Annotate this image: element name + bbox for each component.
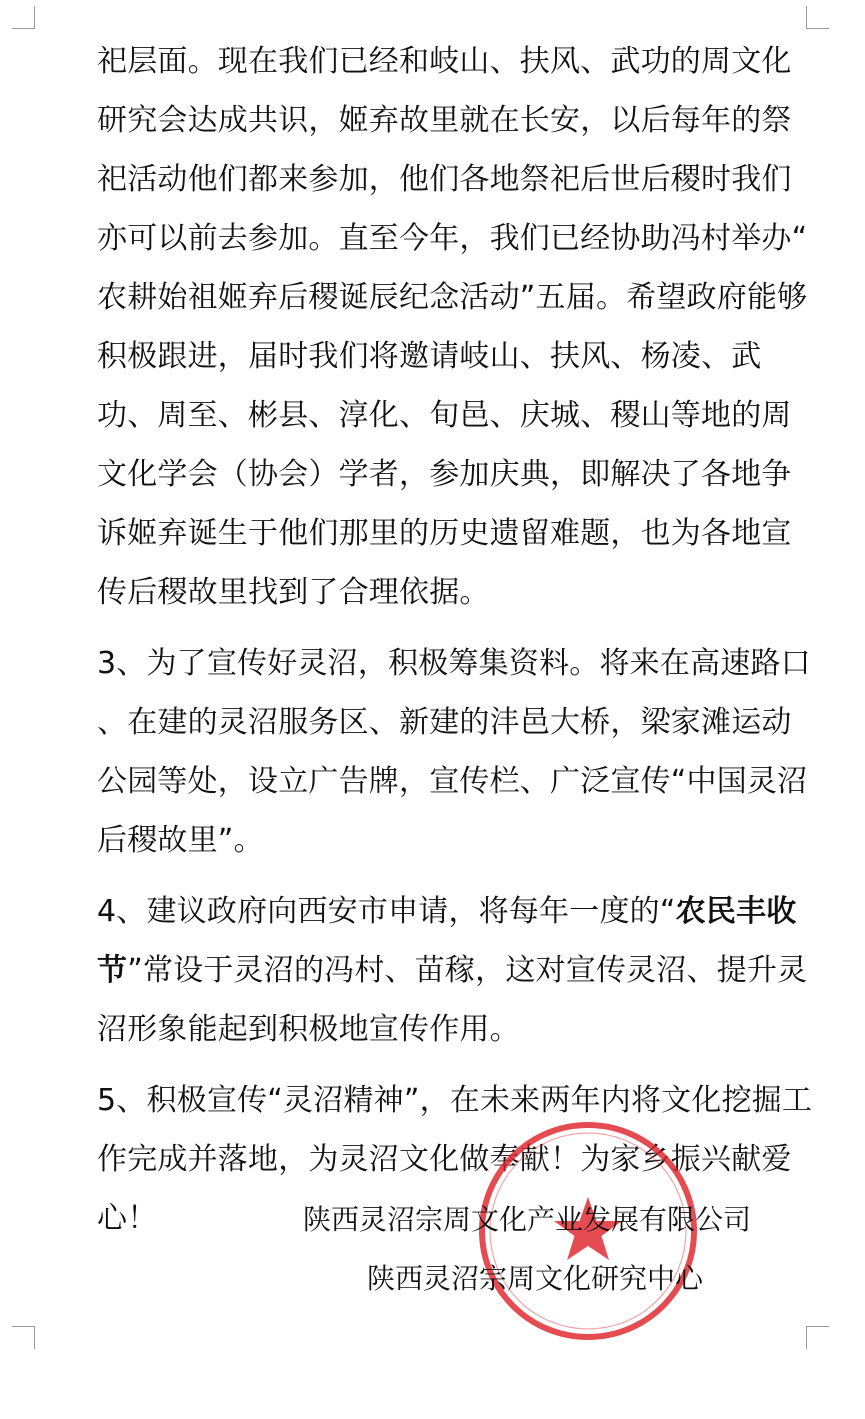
text-line [97,941,817,1000]
text-line [97,882,817,941]
text-line: 研究会达成共识，姬弃故里就在长安，以后每年的祭 [97,103,792,138]
text-line: 文化学会（协会）学者，参加庆典，即解决了各地争 [97,457,792,492]
text-line: 亦可以前去参加。直至今年，我们已经协助冯村举办“ [97,221,808,256]
text-line: 传后稷故里找到了合理依据。 [97,575,490,610]
text-line: 3、为了宣传好灵沼，积极筹集资料。将来在高速路口 [97,646,811,681]
text-line: 祀层面。现在我们已经和岐山、扶风、武功的周文化 [97,44,792,79]
text-span: 4、建议政府向西安市申请，将每年一度的“ [97,894,676,929]
crop-mark-bottom-right [806,1326,829,1349]
text-line: 农耕始祖姬弃后稷诞辰纪念活动”五届。希望政府能够 [97,280,808,315]
document-body [97,32,817,1248]
text-line: 沼形象能起到积极地宣传作用。 [97,1012,520,1047]
signature-research-center: 陕西灵沼宗周文化研究中心 [367,1262,704,1295]
signature-company: 陕西灵沼宗周文化产业发展有限公司 [303,1203,752,1236]
text-line: 5、积极宣传“灵沼精神”，在未来两年内将文化挖掘工 [97,1083,813,1118]
crop-mark-top-left [12,6,35,29]
text-line: 诉姬弃诞生于他们那里的历史遗留难题，也为各地宣 [97,516,792,551]
text-line: 心！ [97,1201,158,1236]
crop-mark-top-right [806,6,829,29]
bold-term: 节 [97,953,128,988]
text-line: 、在建的灵沼服务区、新建的沣邑大桥，梁家滩运动 [97,705,792,740]
text-line: 祀活动他们都来参加，他们各地祭祀后世后稷时我们 [97,162,792,197]
text-span: ”常设于灵沼的冯村、苗稼，这对宣传灵沼、提升灵 [127,953,808,988]
text-line: 功、周至、彬县、淳化、旬邑、庆城、稷山等地的周 [97,398,792,433]
text-line: 公园等处，设立广告牌，宣传栏、广泛宣传“中国灵沼 [97,764,808,799]
bold-term: 农民丰收 [675,894,797,929]
text-line: 作完成并落地，为灵沼文化做奉献！为家乡振兴献爱 [97,1142,792,1177]
text-line: 积极跟进，届时我们将邀请岐山、扶风、杨凌、武 [97,339,762,374]
crop-mark-bottom-left [12,1326,35,1349]
text-line: 后稷故里”。 [97,823,264,858]
